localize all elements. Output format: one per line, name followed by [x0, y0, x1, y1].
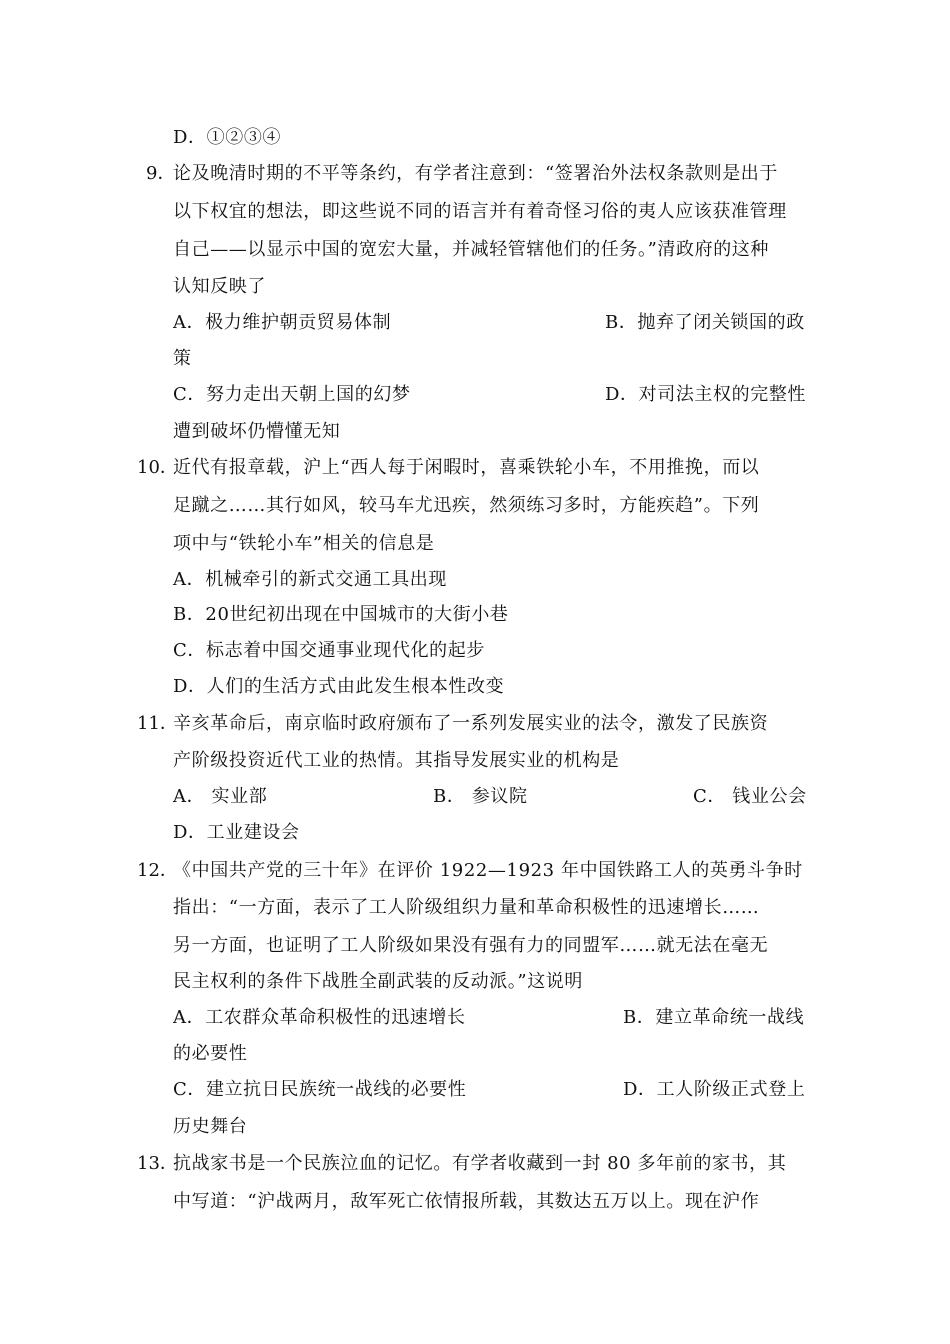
question-9-option-a: A．极力维护朝贡贸易体制: [173, 312, 392, 333]
question-9-line: 论及晚清时期的不平等条约，有学者注意到：“签署治外法权条款则是出于: [173, 163, 778, 184]
question-9-option-d: D．对司法主权的完整性: [605, 384, 807, 405]
question-12-line: 《中国共产党的三十年》在评价 1922—1923 年中国铁路工人的英勇斗争时: [173, 860, 803, 881]
question-12-number: 12．: [137, 860, 178, 881]
question-13-line: 抗战家书是一个民族泣血的记忆。有学者收藏到一封 80 多年前的家书，其: [173, 1153, 787, 1174]
question-11-number: 11．: [137, 713, 178, 734]
question-9-option-b-cont: 策: [173, 348, 192, 369]
question-12-line: 民主权利的条件下战胜全副武装的反动派。”这说明: [173, 971, 583, 992]
question-9-option-c: C．努力走出天朝上国的幻梦: [173, 384, 411, 405]
question-11-option-c: C． 钱业公会: [693, 786, 807, 807]
question-13-line: 中写道：“沪战两月，敌军死亡依情报所载，其数达五万以上。现在沪作: [173, 1191, 760, 1212]
question-11-option-a: A． 实业部: [173, 786, 268, 807]
question-10-line: 足蹴之……其行如风，较马车尤迅疾，然须练习多时，方能疾趋”。下列: [173, 495, 760, 516]
question-9-number: 9．: [146, 163, 176, 184]
question-11-option-d: D．工业建设会: [173, 822, 300, 843]
question-12-option-b: B．建立革命统一战线: [623, 1007, 805, 1028]
question-10-option-d: D．人们的生活方式由此发生根本性改变: [173, 676, 505, 697]
question-12-option-d-cont: 历史舞台: [173, 1116, 248, 1137]
question-12-option-d: D．工人阶级正式登上: [623, 1079, 806, 1100]
question-10-option-a: A．机械牵引的新式交通工具出现: [173, 569, 447, 590]
question-10-line: 项中与“铁轮小车”相关的信息是: [173, 533, 435, 554]
question-12-line: 另一方面，也证明了工人阶级如果没有强有力的同盟军……就无法在毫无: [173, 935, 769, 956]
question-9-line: 认知反映了: [173, 276, 266, 297]
question-10-option-b: B．20世纪初出现在中国城市的大街小巷: [173, 604, 509, 625]
question-13-number: 13．: [137, 1153, 178, 1174]
question-12-option-b-cont: 的必要性: [173, 1043, 248, 1064]
question-9-option-d-cont: 遭到破坏仍懵懂无知: [173, 421, 341, 442]
question-12-option-a: A．工农群众革命积极性的迅速增长: [173, 1007, 466, 1028]
question-11-line: 辛亥革命后，南京临时政府颁布了一系列发展实业的法令，激发了民族资: [173, 713, 769, 734]
question-10-number: 10．: [137, 457, 178, 478]
question-9-option-b: B．抛弃了闭关锁国的政: [605, 312, 805, 333]
question-11-line: 产阶级投资近代工业的热情。其指导发展实业的机构是: [173, 750, 620, 771]
question-9-line: 以下权宜的想法，即这些说不同的语言并有着奇怪习俗的夷人应该获准管理: [173, 201, 787, 222]
option-d-prev: D．①②③④: [173, 127, 282, 148]
question-10-option-c: C．标志着中国交通事业现代化的起步: [173, 640, 485, 661]
question-11-option-b: B． 参议院: [433, 786, 528, 807]
question-9-line: 自己——以显示中国的宽宏大量，并减轻管辖他们的任务。”清政府的这种: [173, 239, 769, 260]
question-10-line: 近代有报章载，沪上“西人每于闲暇时，喜乘铁轮小车，不用推挽，而以: [173, 457, 760, 478]
question-12-line: 指出：“一方面，表示了工人阶级组织力量和革命积极性的迅速增长……: [173, 897, 760, 918]
question-12-option-c: C．建立抗日民族统一战线的必要性: [173, 1079, 467, 1100]
